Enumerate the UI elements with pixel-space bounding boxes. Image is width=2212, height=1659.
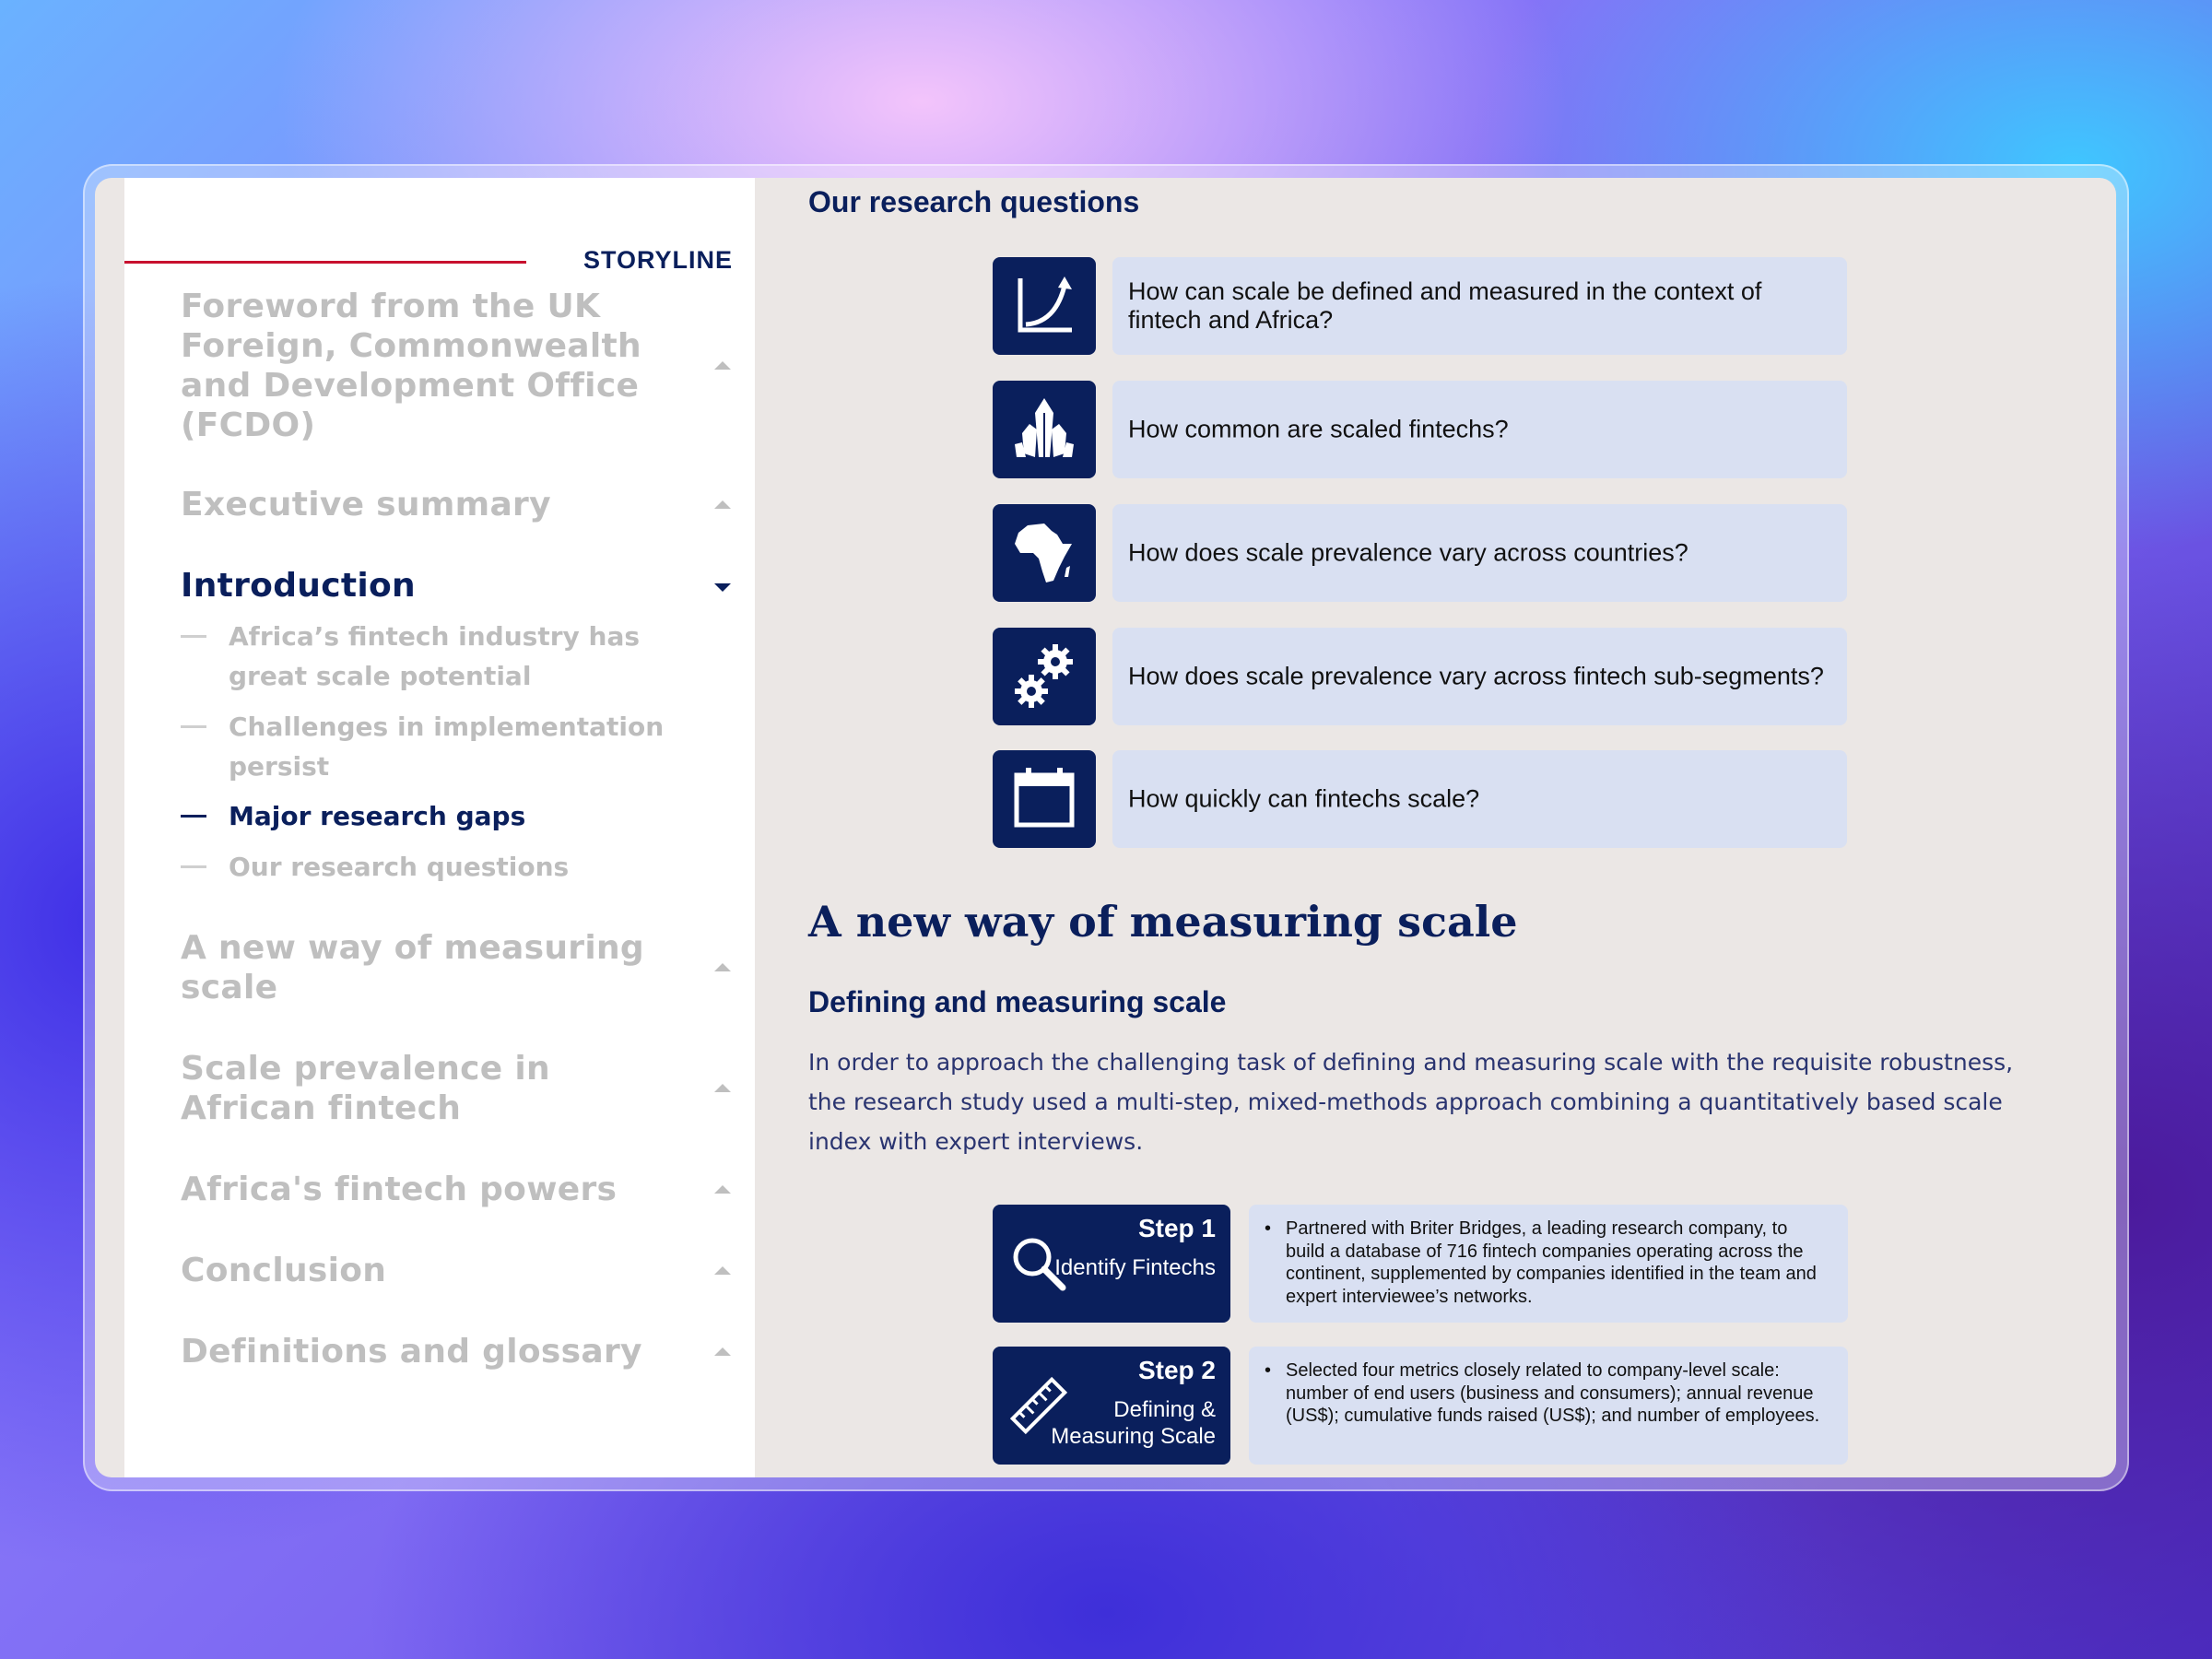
dash-icon bbox=[181, 635, 206, 638]
question-box bbox=[1112, 628, 1847, 725]
nav-section-new-way[interactable]: A new way of measuring scale bbox=[181, 929, 644, 1006]
nav-subitem-label: Our research questions bbox=[229, 852, 570, 882]
step-label: Step 1 bbox=[1137, 1214, 1216, 1242]
expand-caret-icon[interactable] bbox=[714, 361, 731, 370]
question-box bbox=[1112, 381, 1847, 478]
subsection-title: Defining and measuring scale bbox=[808, 985, 1227, 1018]
nav-section-definitions[interactable]: Definitions and glossary bbox=[181, 1333, 642, 1371]
expand-caret-icon[interactable] bbox=[714, 1347, 731, 1356]
nav-section-foreword[interactable]: Foreword from the UK Foreign, Commonwealth and Development Office (FCDO) bbox=[181, 288, 641, 444]
step-description-box bbox=[1249, 1205, 1848, 1323]
expand-caret-icon[interactable] bbox=[714, 500, 731, 509]
question-box bbox=[1112, 504, 1847, 602]
expand-caret-icon[interactable] bbox=[714, 963, 731, 971]
dash-icon bbox=[181, 865, 206, 868]
question-icon-tile bbox=[993, 628, 1096, 725]
step-name: Identify Fintechs bbox=[1054, 1255, 1216, 1280]
nav-subitem-label: Major research gaps bbox=[229, 801, 526, 831]
question-box bbox=[1112, 257, 1847, 355]
step-description: • Selected four metrics closely related to company-level scale: number of end users (business and consumers); annual revenue (US$); cumulative funds raised (US$); and number of employees. bbox=[1286, 1359, 1830, 1428]
storyline-title: STORYLINE bbox=[582, 246, 733, 274]
question-row bbox=[993, 628, 1850, 725]
app-window bbox=[95, 178, 2116, 1477]
step-row bbox=[993, 1205, 1850, 1323]
nav-section-fintech-powers[interactable]: Africa's fintech powers bbox=[181, 1171, 618, 1208]
storyline-sidebar bbox=[124, 178, 755, 1477]
section-title: A new way of measuring scale bbox=[808, 897, 1518, 947]
nav-subitem-label: Challenges in implementation persist bbox=[229, 712, 665, 782]
dash-icon bbox=[181, 815, 206, 818]
question-row bbox=[993, 257, 1850, 355]
gears-icon bbox=[1007, 640, 1081, 713]
question-text: How can scale be defined and measured in the context of fintech and Africa? bbox=[1128, 277, 1762, 334]
question-box bbox=[1112, 750, 1847, 848]
question-text: How does scale prevalence vary across fintech sub-segments? bbox=[1128, 662, 1824, 690]
crystals-icon bbox=[1007, 393, 1081, 466]
question-icon-tile bbox=[993, 504, 1096, 602]
step-card bbox=[993, 1205, 1230, 1323]
growth-chart-icon bbox=[1007, 269, 1081, 343]
question-icon-tile bbox=[993, 750, 1096, 848]
collapse-caret-icon[interactable] bbox=[714, 583, 731, 592]
nav-section-conclusion[interactable]: Conclusion bbox=[181, 1252, 387, 1289]
step-card bbox=[993, 1347, 1230, 1465]
intro-paragraph: In order to approach the challenging task of defining and measuring scale with the requisite robustness, the research study used a multi-step, mixed-methods approach combining a quantitatively based scale index with expert interviews. bbox=[808, 1049, 2014, 1155]
calendar-icon bbox=[1007, 762, 1081, 836]
africa-map-icon bbox=[1007, 516, 1081, 590]
expand-caret-icon[interactable] bbox=[714, 1084, 731, 1092]
question-row bbox=[993, 504, 1850, 602]
question-row bbox=[993, 750, 1850, 848]
question-text: How does scale prevalence vary across countries? bbox=[1128, 538, 1688, 567]
question-text: How quickly can fintechs scale? bbox=[1128, 784, 1480, 813]
step-row bbox=[993, 1347, 1850, 1465]
step-label: Step 2 bbox=[1137, 1356, 1216, 1384]
nav-subitem-label: Africa’s fintech industry has great scale potential bbox=[229, 621, 641, 691]
question-icon-tile bbox=[993, 257, 1096, 355]
storyline-header bbox=[124, 213, 733, 274]
main-content bbox=[755, 178, 2116, 1477]
research-questions-title: Our research questions bbox=[808, 185, 1140, 218]
step-description-box bbox=[1249, 1347, 1848, 1465]
question-text: How common are scaled fintechs? bbox=[1128, 415, 1509, 443]
step-name: Defining & Measuring Scale bbox=[1051, 1397, 1216, 1449]
dash-icon bbox=[181, 725, 206, 728]
nav-section-executive-summary[interactable]: Executive summary bbox=[181, 486, 551, 524]
question-row bbox=[993, 381, 1850, 478]
header-rule bbox=[124, 261, 526, 264]
nav-section-scale-prevalence[interactable]: Scale prevalence in African fintech bbox=[181, 1050, 550, 1127]
step-description: • Partnered with Briter Bridges, a leading research company, to build a database of 716 fintech companies operating across the continent, supplemented by companies identified in the team and expert interviewee’s networks. bbox=[1286, 1218, 1830, 1308]
nav-section-introduction[interactable]: Introduction bbox=[181, 567, 416, 605]
question-icon-tile bbox=[993, 381, 1096, 478]
expand-caret-icon[interactable] bbox=[714, 1185, 731, 1194]
expand-caret-icon[interactable] bbox=[714, 1266, 731, 1275]
